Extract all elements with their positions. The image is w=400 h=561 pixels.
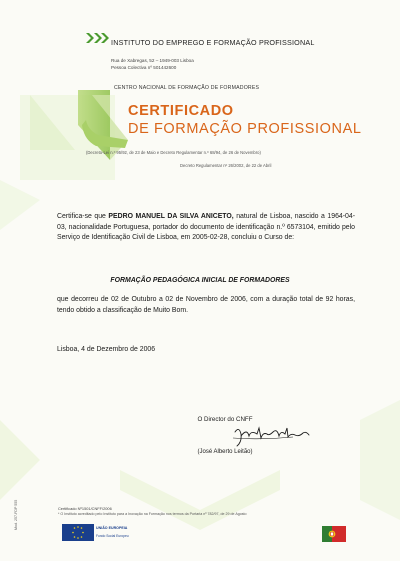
model-code: Mod. 257-FDP 555	[14, 499, 18, 530]
course-name: FORMAÇÃO PEDAGÓGICA INICIAL DE FORMADORES	[110, 277, 290, 284]
director-role: O Director do CNFF	[197, 416, 253, 423]
eu-fund-label: Fundo Social Europeu	[96, 534, 129, 538]
course-details: que decorreu de 02 de Outubro a 02 de Novembro de 2006, com a duração total de 92 horas, tendo obtido a classificação de Muito Bom.	[57, 296, 355, 314]
intro-text: Certifica-se que	[57, 213, 109, 220]
certification-paragraph	[57, 212, 355, 244]
eu-flag-icon	[62, 524, 94, 541]
institution-name: INSTITUTO DO EMPREGO E FORMAÇÃO PROFISSIONAL	[111, 38, 315, 47]
certificate-subtitle: DE FORMAÇÃO PROFISSIONAL	[128, 121, 362, 137]
institution-tax-id: Pessoa Colectiva nº 501442600	[111, 65, 177, 70]
person-details: natural de Lisboa, nascido a 1964-04-03, nacionalidade Portuguesa, portador do documento de identificação n.º 6573104, emitido pelo Serviço de Identificação Civil de Lisboa, em 2005-02-28, concluiu o Curso de:	[57, 213, 356, 241]
decree-regulation: Decreto Regulamentar nº 26/2002, de 22 de Abril	[180, 163, 272, 168]
institution-address: Rua de Xabregas, 52 – 1949-003 Lisboa	[111, 58, 194, 63]
certificate-number: Certificado Nº1501/CNFF/2006	[58, 506, 112, 511]
eu-label: UNIÃO EUROPEIA	[96, 526, 128, 530]
person-name: PEDRO MANUEL DA SILVA ANICETO,	[108, 213, 234, 220]
decree-reference: (Decreto-Lei n.º 95/92, de 23 de Maio e Decreto Regulamentar n.º 68/94, de 26 de Novembro)	[86, 150, 261, 155]
iefp-logo	[85, 30, 109, 46]
place-date: Lisboa, 4 de Dezembro de 2006	[57, 346, 156, 353]
portugal-flag-icon	[322, 526, 346, 542]
director-name: (José Alberto Leitão)	[197, 449, 253, 455]
accreditation-note: * O Instituto acreditado pelo Instituto para a Inovação na Formação nos termos da Portaria nº 782/97, de 29 de Agosto	[58, 512, 247, 516]
certificate-title: CERTIFICADO	[128, 103, 234, 119]
centre-name: CENTRO NACIONAL DE FORMAÇÃO DE FORMADORES	[114, 85, 260, 91]
handwritten-signature	[233, 424, 311, 450]
